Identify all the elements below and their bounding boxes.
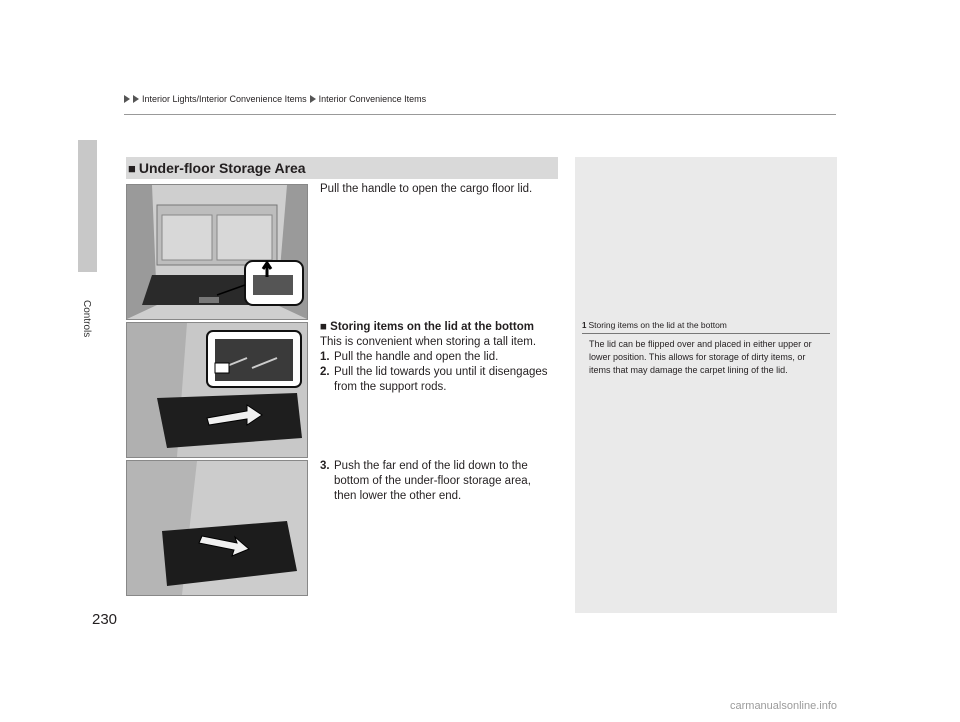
breadcrumb-arrow-icon [133, 95, 139, 103]
figure-cargo-floor-handle [126, 184, 308, 320]
breadcrumb-item[interactable]: Interior Lights/Interior Convenience Items [142, 94, 307, 104]
subsection-title: Storing items on the lid at the bottom [330, 321, 534, 333]
figure-pull-lid [126, 322, 308, 458]
subsection-marker-icon: ■ [320, 321, 327, 333]
cargo-illustration-icon [127, 185, 307, 319]
subsection-lead: This is convenient when storing a tall item. [320, 336, 537, 348]
breadcrumb [124, 94, 426, 104]
pull-lid-illustration-icon [127, 323, 307, 457]
step-number: 3. [320, 460, 330, 472]
intro-text: Pull the handle to open the cargo floor lid. [320, 183, 533, 195]
step-item [320, 350, 558, 365]
sidebar-note-body: The lid can be flipped over and placed in either upper or lower position. This allows for storage of dirty items, or items that may damage the carpet lining of the lid. [589, 339, 812, 375]
sidebar-note-title: Storing items on the lid at the bottom [588, 320, 727, 330]
step-text: Push the far end of the lid down to the bottom of the under-floor storage area, then lower the other end. [334, 460, 531, 502]
step-item [320, 365, 558, 395]
chapter-label: Controls [81, 300, 92, 338]
chapter-tab [78, 140, 97, 272]
page-number: 230 [92, 611, 118, 628]
section-marker-icon: ■ [128, 160, 136, 176]
subsection-heading [320, 320, 534, 335]
section-title: Under-floor Storage Area [138, 160, 306, 176]
sidebar-note-rule [582, 333, 830, 334]
header-rule [124, 114, 836, 115]
subsection-body [320, 335, 558, 395]
figure-push-lid-down [126, 460, 308, 596]
step-text: Pull the lid towards you until it disengages from the support rods. [334, 366, 548, 393]
breadcrumb-arrow-icon [124, 95, 130, 103]
breadcrumb-item[interactable]: Interior Convenience Items [318, 94, 427, 104]
push-lid-illustration-icon [127, 461, 307, 595]
step-text: Pull the handle and open the lid. [334, 351, 499, 363]
section-heading [126, 157, 558, 179]
breadcrumb-arrow-icon [310, 95, 316, 103]
note-ref-icon: 1 [582, 320, 587, 330]
sidebar-note-heading [582, 320, 727, 330]
sidebar-note-panel [575, 157, 837, 613]
step-number: 2. [320, 366, 330, 378]
watermark: carmanualsonline.info [730, 700, 838, 712]
step-item [320, 459, 550, 504]
step-number: 1. [320, 351, 330, 363]
